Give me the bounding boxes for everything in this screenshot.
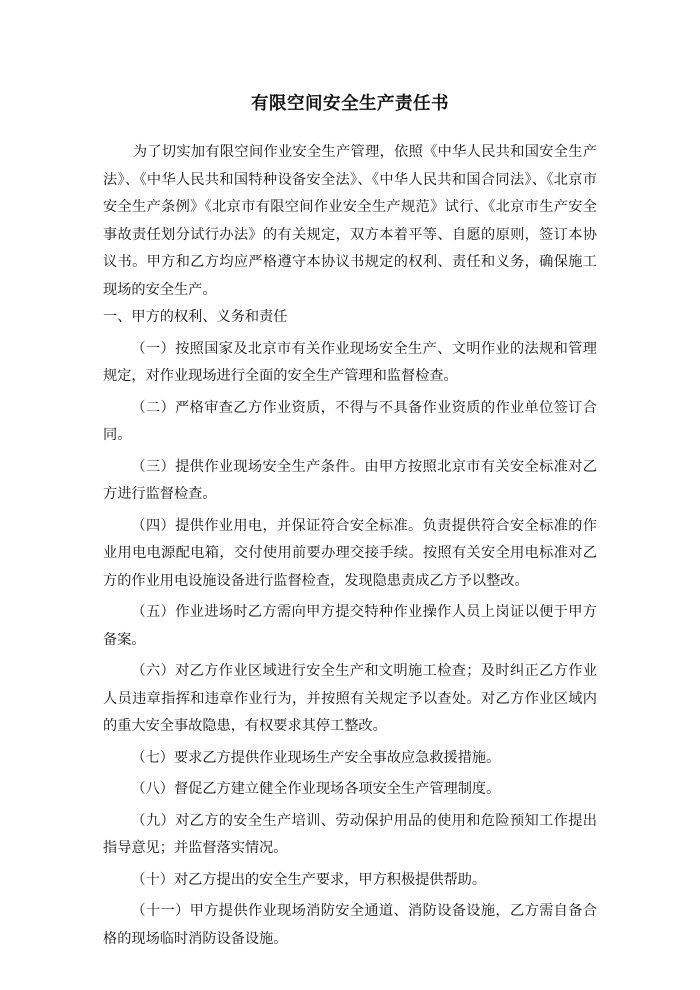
clause-paragraph: （六）对乙方作业区域进行安全生产和文明施工检查；及时纠正乙方作业人员违章指挥和违章作业行为，并按照有关规定予以查处。对乙方作业区域内的重大安全事故隐患，有权要求其停工整改。 (103, 663, 597, 734)
clause-paragraph: （二）严格审查乙方作业资质，不得与不具备作业资质的作业单位签订合同。 (103, 399, 597, 443)
clause-paragraph: （七）要求乙方提供作业现场生产安全事故应急救援措施。 (131, 749, 501, 766)
clause-paragraph: （三）提供作业现场安全生产条件。由甲方按照北京市有关安全标准对乙方进行监督检查。 (103, 458, 597, 502)
clause-paragraph: （九）对乙方的安全生产培训、劳动保护用品的使用和危险预知工作提出指导意见；并监督落实情况。 (103, 812, 597, 856)
document-body (103, 139, 597, 953)
clause-paragraph: （八）督促乙方建立健全作业现场各项安全生产管理制度。 (131, 781, 501, 797)
clause-paragraph: （五）作业进场时乙方需向甲方提交特种作业操作人员上岗证以便于甲方备案。 (103, 604, 597, 648)
section-heading: 一、甲方的权利、义务和责任 (103, 309, 288, 325)
clause-paragraph: （一）按照国家及北京市有关作业现场安全生产、文明作业的法规和管理规定，对作业现场进行全面的安全生产管理和监督检查。 (103, 340, 597, 384)
clause-paragraph: （四）提供作业用电，并保证符合安全标准。负责提供符合安全标准的作业用电电源配电箱，交付使用前要办理交接手续。按照有关安全用电标准对乙方的作业用电设施设备进行监督检查，发现隐患责成乙方予以整改。 (103, 517, 597, 589)
intro-paragraph: 为了切实加有限空间作业安全生产管理，依照《中华人民共和国安全生产法》、《中华人民共和国特种设备安全法》、《中华人民共和国合同法》、《北京市安全生产条例》《北京市有限空间作业安全生产规范》试行、《北京市生产安全事故责任划分试行办法》的有关规定，双方本着平等、自愿的原则，签订本协议书。甲方和乙方均应严格遵守本协议书规定的权利、责任和义务，确保施工现场的安全生产。 (103, 144, 597, 298)
document-title: 有限空间安全生产责任书 (251, 94, 449, 114)
clause-paragraph: （十）对乙方提出的安全生产要求，甲方积极提供帮助。 (131, 871, 487, 888)
clause-paragraph: （十一）甲方提供作业现场消防安全通道、消防设备设施，乙方需自备合格的现场临时消防设备设施。 (103, 903, 597, 947)
